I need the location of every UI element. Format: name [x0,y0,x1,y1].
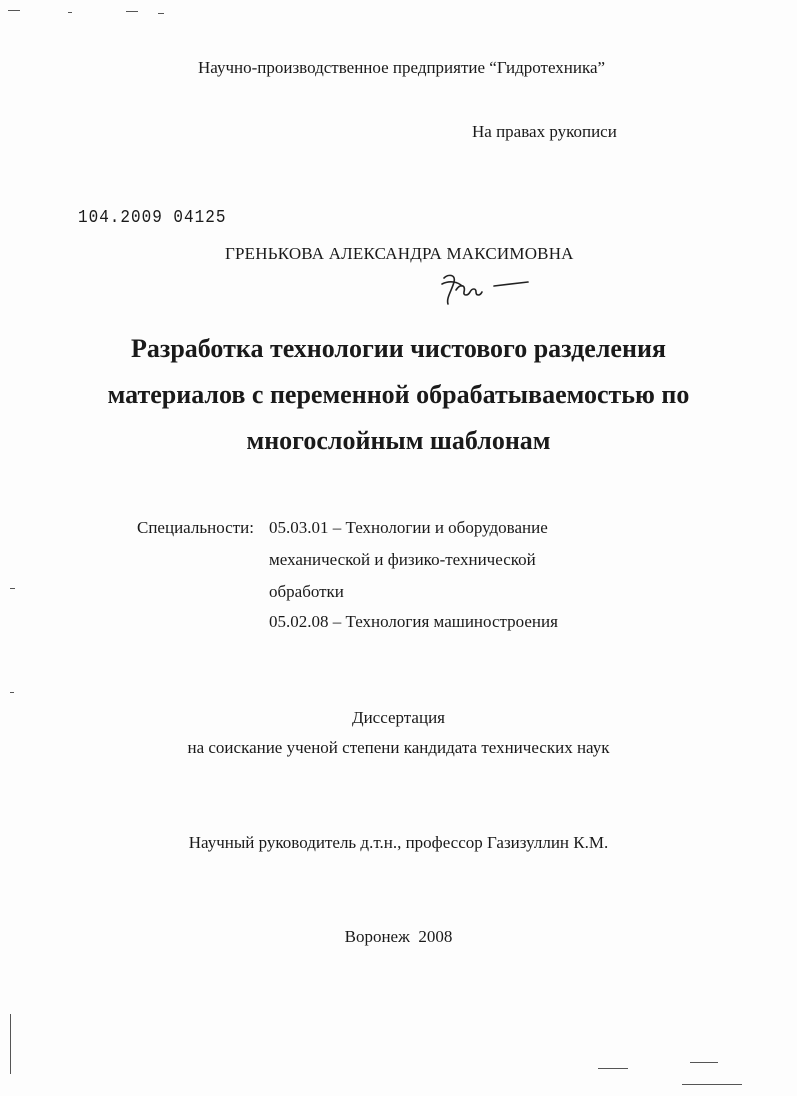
manuscript-rights: На правах рукописи [472,122,617,141]
specialty-line-1: 05.03.01 – Технологии и оборудование [269,518,548,537]
specialty-line-2: механической и физико-технической [269,550,536,569]
degree-description: на соискание ученой степени кандидата технических наук [187,738,610,757]
author-signature [436,270,536,310]
dissertation-type: Диссертация [351,708,445,727]
dissertation-title [0,326,797,464]
organization-name: Научно-производственное предприятие “Гидротехника” [198,58,606,77]
scientific-advisor: Научный руководитель д.т.н., профессор Газизуллин К.М. [188,833,609,852]
specialty-line-4: 05.02.08 – Технология машиностроения [269,612,558,631]
author-name: ГРЕНЬКОВА АЛЕКСАНДРА МАКСИМОВНА [225,244,574,263]
registration-code: 104.2009 04125 [78,207,227,228]
specialties-label: Специальности: [137,518,254,537]
specialty-line-3: обработки [269,582,344,601]
title-line-2: материалов с переменной обрабатываемостью по [107,380,690,409]
title-line-3: многослойным шаблонам [246,426,551,455]
city-year: Воронеж 2008 [344,927,453,946]
title-line-1: Разработка технологии чистового разделения [130,334,667,363]
